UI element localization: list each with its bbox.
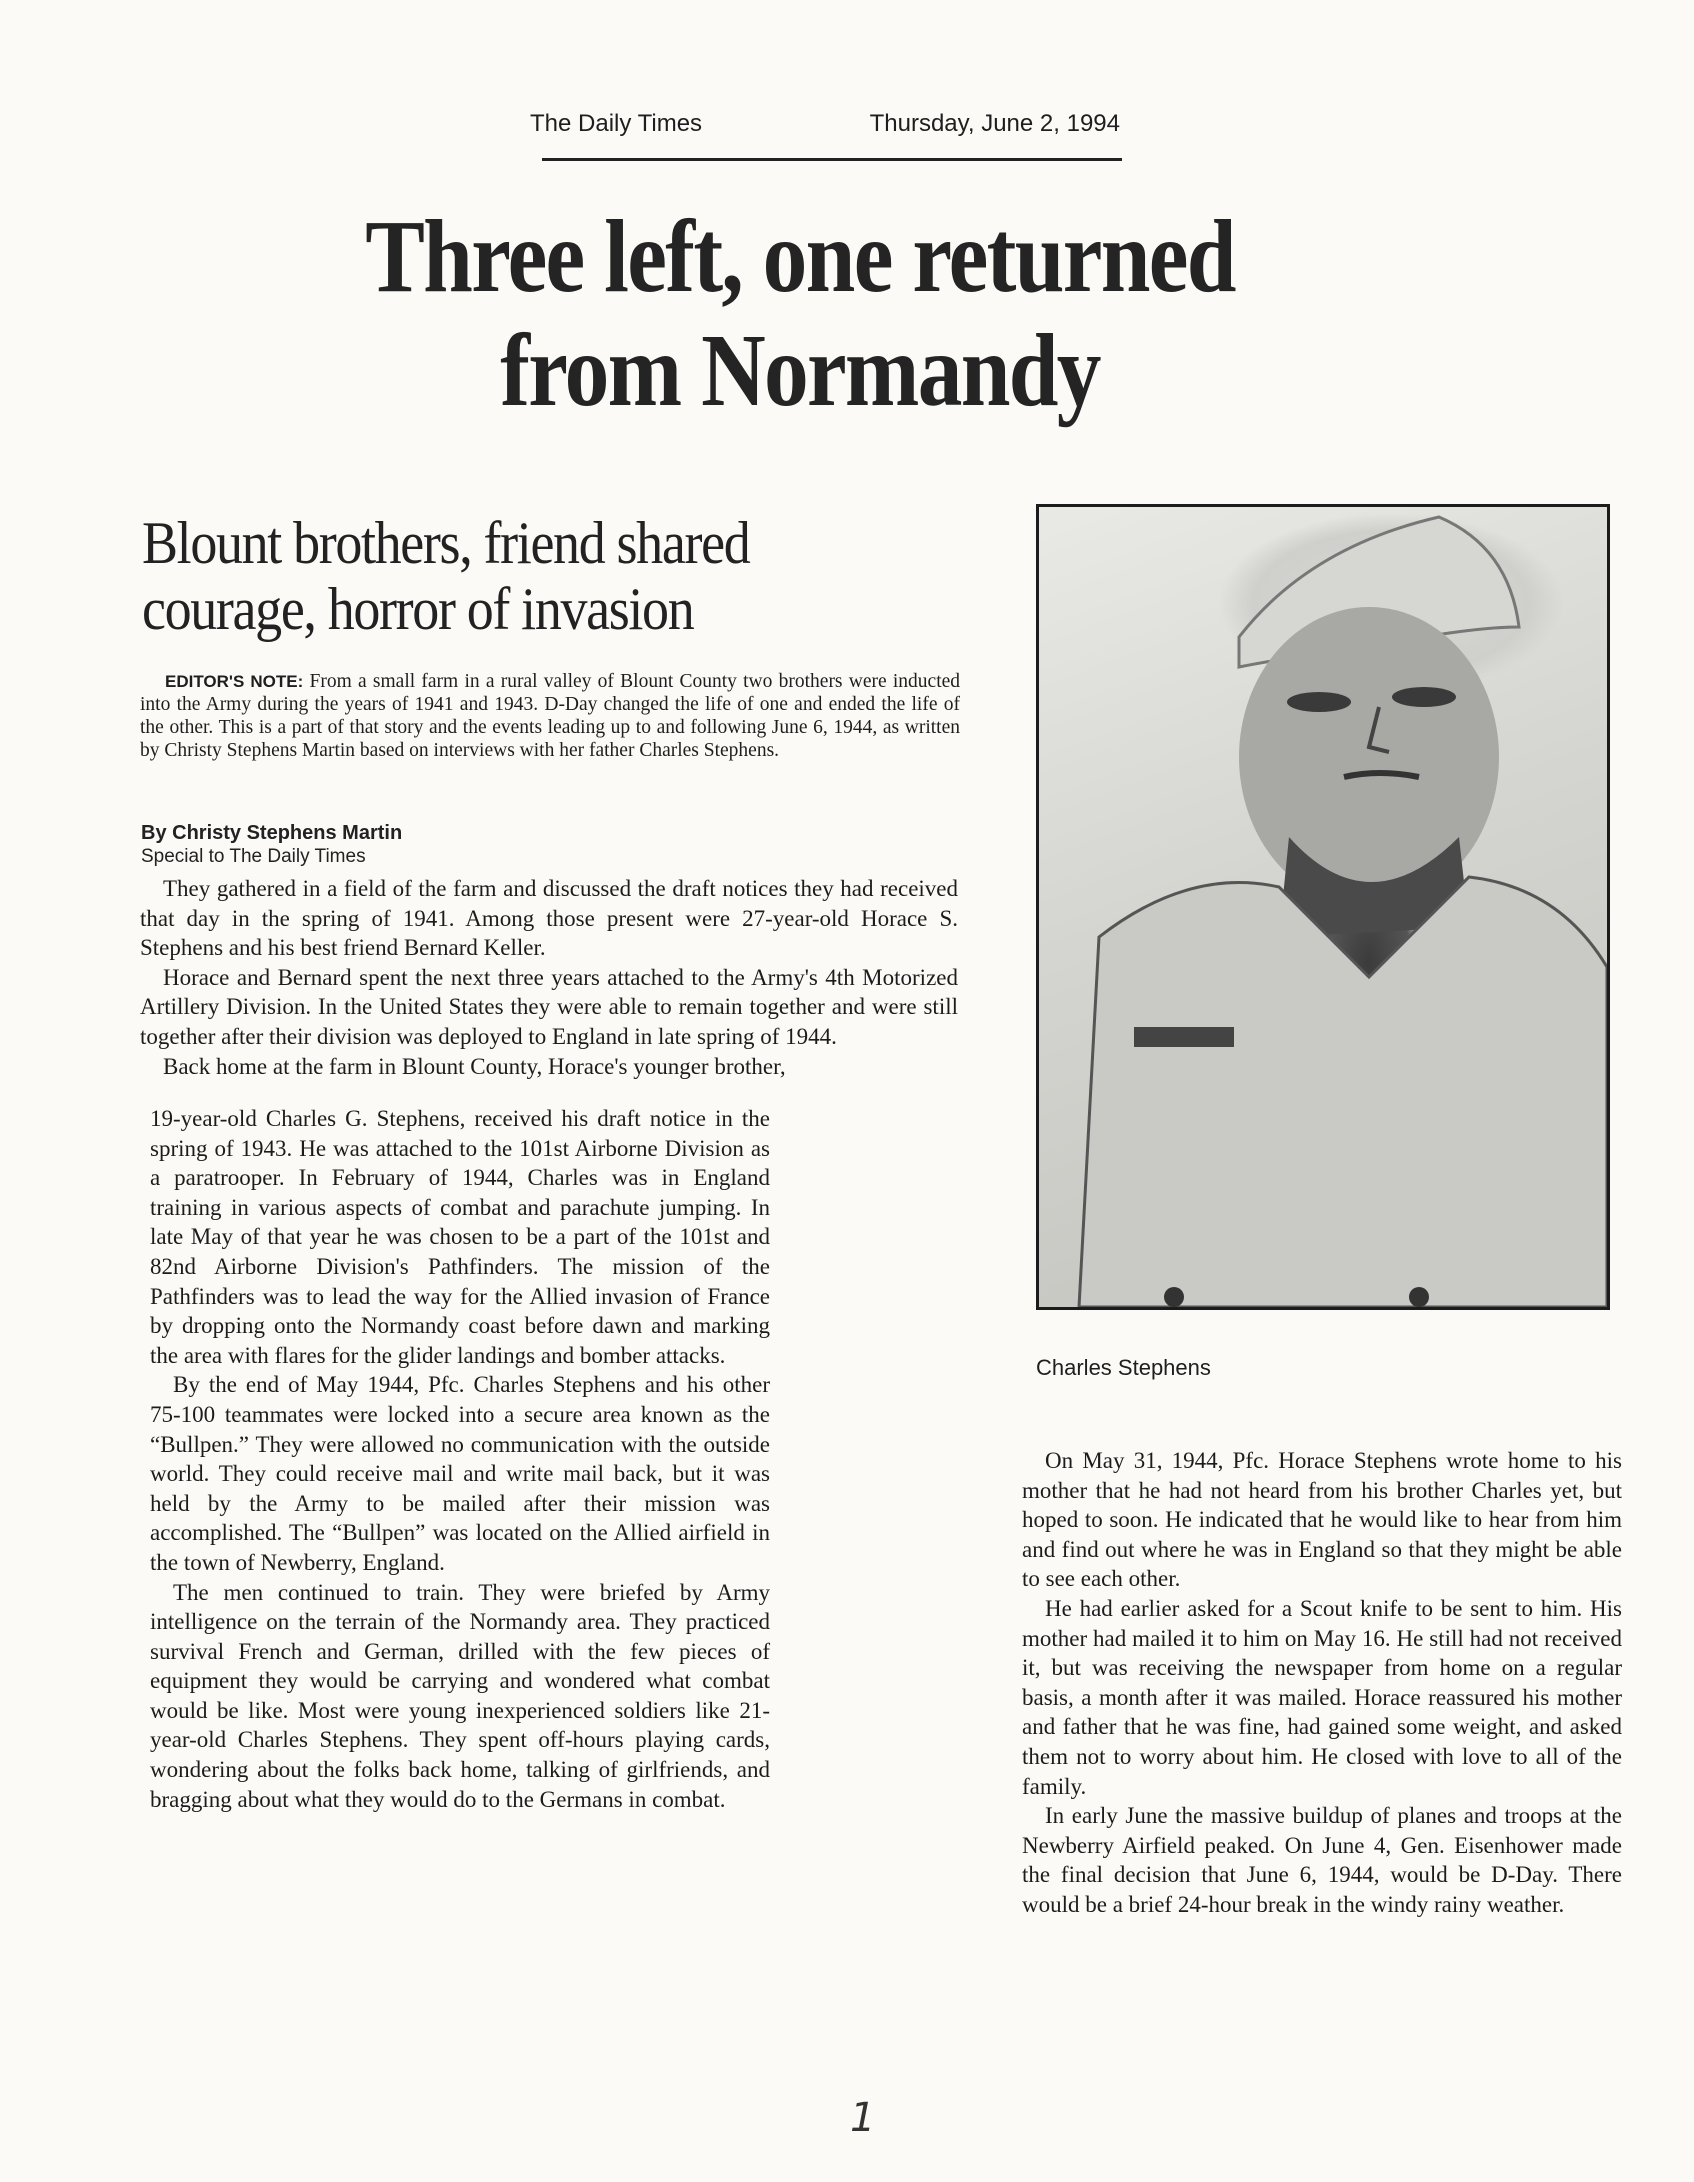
editors-note	[140, 670, 960, 762]
article-paragraph: 19-year-old Charles G. Stephens, received his draft notice in the spring of 1943. He was attached to the 101st Airborne Division as a paratrooper. In February of 1944, Charles was in England training in various aspects of combat and parachute jumping. In late May of that year he was chosen to be a part of the 101st and 82nd Airborne Division's Pathfinders. The mission of the Pathfinders was to lead the way for the Allied invasion of France by dropping onto the Normandy coast before dawn and marking the area with flares for the glider landings and bomber attacks.	[150, 1106, 770, 1368]
shirt-shape	[1079, 877, 1607, 1307]
portrait-photo	[1036, 504, 1610, 1310]
article-paragraph: By the end of May 1944, Pfc. Charles Stephens and his other 75-100 teammates were locked into a secure area known as the “Bullpen.” They were allowed no communication with the outside world. They could receive mail and write mail back, but it was held by the Army to be mailed after their mission was accomplished. The “Bullpen” was located on the Allied airfield in the town of Newberry, England.	[150, 1372, 770, 1575]
publication-date: Thursday, June 2, 1994	[869, 110, 1120, 137]
headline	[241, 200, 1359, 428]
ribbon-bar	[1134, 1027, 1234, 1047]
article-paragraph: Horace and Bernard spent the next three years attached to the Army's 4th Motorized Artillery Division. In the United States they were able to remain together and were still together after their division was deployed to England in late spring of 1944.	[140, 964, 958, 1049]
masthead	[530, 110, 1120, 138]
right-eye	[1392, 687, 1456, 707]
subheadline-line-1: Blount brothers, friend shared	[142, 510, 750, 576]
article-wide-column	[140, 874, 958, 1081]
byline-credit: Special to The Daily Times	[141, 846, 366, 867]
editors-note-label: EDITOR'S NOTE:	[165, 672, 304, 691]
article-paragraph: They gathered in a field of the farm and discussed the draft notices they had received that day in the spring of 1941. Among those present were 27-year-old Horace S. Stephens and his best friend Bernard Keller.	[140, 876, 958, 961]
article-paragraph: In early June the massive buildup of planes and troops at the Newberry Airfield peaked. On June 4, Gen. Eisenhower made the final decision that June 6, 1944, would be D-Day. There would be a brief 24-hour break in the windy rainy weather.	[1022, 1803, 1622, 1917]
article-paragraph: Back home at the farm in Blount County, Horace's younger brother,	[163, 1053, 786, 1079]
left-eye	[1287, 692, 1351, 712]
subheadline	[142, 510, 916, 642]
shirt-button	[1164, 1287, 1184, 1307]
photo-caption: Charles Stephens	[1036, 1355, 1211, 1380]
headline-line-1: Three left, one returned	[365, 199, 1235, 314]
masthead-rule	[542, 158, 1122, 161]
page-number: 1	[850, 2095, 876, 2141]
shirt-button	[1409, 1287, 1429, 1307]
article-paragraph: He had earlier asked for a Scout knife to be sent to him. His mother had mailed it to him on May 16. He still had not received it, but was receiving the newspaper from home on a regular basis, a month after it was mailed. Horace reassured his mother and father that he was fine, had gained some weight, and asked them not to worry about him. He closed with love to all of the family.	[1022, 1595, 1622, 1799]
article-right-column	[1022, 1446, 1622, 1920]
headline-line-2: from Normandy	[500, 313, 1100, 428]
subheadline-line-2: courage, horror of invasion	[142, 576, 694, 642]
article-paragraph: The men continued to train. They were briefed by Army intelligence on the terrain of the Normandy area. They practiced survival French and German, drilled with the few pieces of equipment they would be carrying and wondered what combat would be like. Most were young inexperienced soldiers like 21-year-old Charles Stephens. They spent off-hours playing cards, wondering about the folks back home, talking of girlfriends, and bragging about what they would do to the Germans in combat.	[150, 1579, 770, 1812]
article-paragraph: On May 31, 1944, Pfc. Horace Stephens wrote home to his mother that he had not heard from his brother Charles yet, but hoped to soon. He indicated that he would like to hear from him and find out where he was in England so that they might be able to see each other.	[1022, 1448, 1622, 1592]
portrait-illustration	[1039, 507, 1607, 1307]
publication-name: The Daily Times	[530, 110, 703, 137]
byline-author: By Christy Stephens Martin	[141, 822, 403, 844]
editors-note-text: From a small farm in a rural valley of Blount County two brothers were inducted into the Army during the years of 1941 and 1943. D-Day changed the life of one and ended the life of the other. This is a part of that story and the events leading up to and following June 6, 1944, as written by Christy Stephens Martin based on interviews with her father Charles Stephens.	[140, 671, 961, 761]
article-left-column	[150, 1104, 770, 1814]
